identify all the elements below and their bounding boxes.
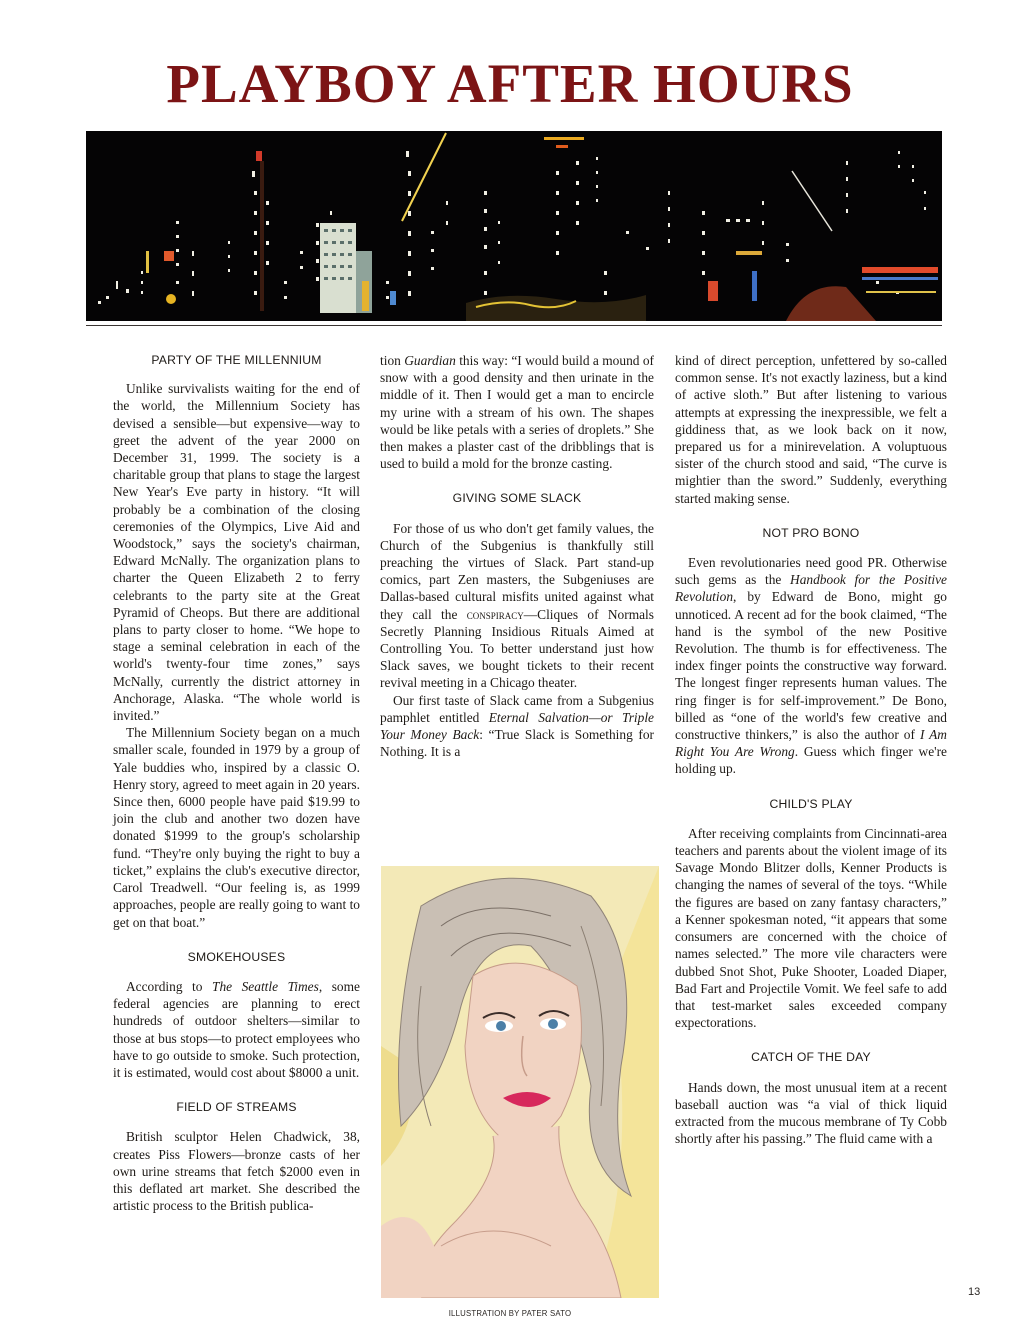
column-1 xyxy=(113,352,360,1214)
slack-paragraph-2: Our first taste of Slack came from a Subgenius pamphlet entitled Eternal Salvation—or Triple Your Money Back: “True Slack is Something for Nothing. It is a xyxy=(380,692,654,760)
bono-paragraph: Even revolutionaries need good PR. Otherwise such gems as the Handbook for the Positive Revolution, by Edward de Bono, might go unnoticed. A recent ad for the book claimed, “The hand is the symbol of the new Positive Revolution. The thumb is for effectiveness. The index finger points the constructive way forward. The longest finger represents human values. The ring finger is for self-improvement.” De Bono, billed as “one of the world's few creative and constructive thinkers,” is also the author of I Am Right You Are Wrong. Guess which finger we're holding up. xyxy=(675,555,947,777)
smokehouses-paragraph: According to The Seattle Times, some federal agencies are planning to erect hundreds of outdoor shelters—similar to those at bus stops—to protect employees who have to go outside to smoke. Such protection, it is estimated, would cost about $8000 a unit. xyxy=(113,978,360,1080)
heading-party-of-the-millennium: PARTY OF THE MILLENNIUM xyxy=(151,353,322,367)
skyline-illustration xyxy=(86,131,942,321)
heading-field-of-streams: FIELD OF STREAMS xyxy=(176,1100,297,1115)
page-number: 13 xyxy=(968,1286,981,1298)
masthead-title: PLAYBOY AFTER HOURS xyxy=(166,53,854,114)
streams-paragraph: British sculptor Helen Chadwick, 38, creates Piss Flowers—bronze casts of her own urine streams that fetch $2000 even in this deflated art market. She described the artistic process to the British publica- xyxy=(113,1129,360,1214)
heading-childs-play: CHILD'S PLAY xyxy=(769,796,853,811)
heading-not-pro-bono: NOT PRO BONO xyxy=(762,525,860,540)
catch-paragraph: Hands down, the most unusual item at a recent baseball auction was “a vial of thick liquid extracted from the mucous membrane of Ty Cobb shortly after his passing.” The fluid came with a xyxy=(675,1079,947,1147)
childs-play-paragraph: After receiving complaints from Cincinnati-area teachers and parents about the violent image of its Savage Mondo Blitzer dolls, Kenner Products is changing the names of several of the toys. “While the figures are based on zany fantasy characters,” a Kenner spokesman noted, “it appears that some consumers are concerned with the choice of names selected.” The more vile characters were dubbed Snot Shot, Puke Shooter, Loaded Diaper, Bad Fart and Projectile Vomit. We feel safe to add that test-market sales exceeded company expectorations. xyxy=(675,825,947,1031)
header-rule xyxy=(86,325,942,326)
streams-paragraph-continued: tion Guardian this way: “I would build a mound of snow with a good density and then urinate in the middle of it. Then I would get a man to encircle my urine with a stream of his own. The shapes would be like petals with a series of droplets.” She then makes a plaster cast of the dribblings that is used to build a mold for the bronze casting. xyxy=(380,353,655,472)
column-2 xyxy=(380,352,654,760)
heading-giving-some-slack: GIVING SOME SLACK xyxy=(452,491,582,506)
illustration-credit: ILLUSTRATION BY PATER SATO xyxy=(448,1309,572,1318)
party-paragraph-2: The Millennium Society began on a much smaller scale, founded in 1979 by a group of Yale buddies who, inspired by a classic O. Henry story, agreed to meet again in 20 years. Since then, 6000 people have paid $19.99 to join the club and another two dozen have donated $1999 to the group's scholarship fund. “They're only buying the right to buy a ticket,” explains the club's executive director, Carol Treadwell. “Our feeling is, as 1999 approaches, people are really going to want to get on that boat.” xyxy=(113,725,360,930)
column-3 xyxy=(675,352,947,1147)
heading-smokehouses: SMOKEHOUSES xyxy=(187,949,286,964)
woman-portrait-illustration xyxy=(381,866,659,1298)
slack-paragraph-continued: kind of direct perception, unfettered by so-called common sense. It's not exactly laziness, but a kind of active sloth.” But after listening to various attempts at expressing the inexpressible, we felt a giddiness that, as we look back on it now, prepared us for a minirevelation. A voluptuous sister of the church stood and said, “The curve is mightier than the sword.” Suddenly, everything started making sense. xyxy=(675,353,947,506)
party-paragraph-1: Unlike survivalists waiting for the end of the world, the Millennium Society has devised a sensible—but expensive—way to greet the advent of the year 2000 on December 31, 1999. The society is a charitable group that plans to stage the largest New Year's Eve party in history. “It will probably be a combination of the closing ceremonies of the Olympics, Live Aid and Woodstock,” says the society's chairman, Edward McNally. The organization plans to charter the Queen Elizabeth 2 to ferry celebrants to the party site at the Great Pyramid of Cheops. But there are additional plans to party closer to home. “We hope to stage a seminal celebration in each of the world's twenty-four time zones,” says McNally, currently the district attorney in Anchorage, Alaska. “The whole world is invited.” xyxy=(113,381,360,724)
slack-paragraph-1: For those of us who don't get family values, the Church of the Subgenius is thankfully still preaching the virtues of Slack. Part stand-up comics, part Zen masters, the Subgeniuses are Dallas-based cultural misfits united against what they call the conspiracy—Cliques of Normals Secretly Planning Insidious Rituals Aimed at Controlling You. To better understand just how Slack saves, we bought tickets to their recent revival meeting in a Chicago theater. xyxy=(380,520,654,691)
heading-catch-of-the-day: CATCH OF THE DAY xyxy=(751,1050,871,1065)
